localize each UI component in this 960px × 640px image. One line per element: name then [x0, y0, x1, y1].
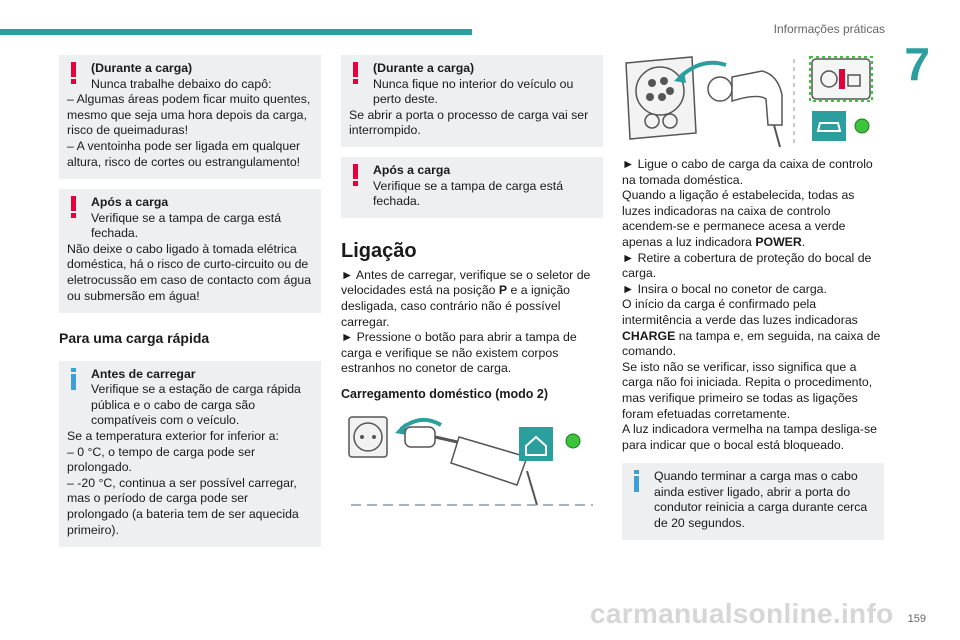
info-text: Quando terminar a carga mas o cabo ainda estiver ligado, abrir a porta do condutor reinicia a carga durante cerca de 20 segundos. [654, 469, 868, 531]
warning-icon [351, 164, 361, 186]
column-3 [622, 55, 884, 550]
plug-cable-icon [405, 427, 537, 505]
warning-text: Nunca trabalhe debaixo do capô: [91, 76, 272, 91]
info-icon [69, 368, 79, 390]
instruction-paragraph: ► Antes de carregar, verifique se o seletor de velocidades está na posição P e a ignição desligada, caso contrário não é possível carregar. [341, 267, 591, 329]
instruction-paragraph: ► Insira o bocal no conetor de carga. [622, 281, 827, 296]
warning-text: Se abrir a porta o processo de carga vai ser interrompido. [349, 107, 589, 138]
warning-heading: (Durante a carga) [91, 61, 193, 75]
warning-text: Verifique se a tampa de carga está fechada. [91, 210, 282, 241]
subsection-heading: Para uma carga rápida [59, 330, 210, 346]
warning-heading: Após a carga [91, 195, 169, 209]
instruction-paragraph: A luz indicadora vermelha na tampa desliga-se para indicar que o bocal está bloqueado. [622, 422, 877, 452]
house-icon [519, 427, 553, 461]
info-text: – -20 °C, continua a ser possível carregar, mas o período de carga pode ser prolongado (a bateria tem de ser aquecida primeiro). [67, 475, 299, 537]
warning-text: Nunca fique no interior do veículo ou perto deste. [373, 76, 574, 107]
mode-heading: Carregamento doméstico (modo 2) [341, 386, 548, 401]
info-icon [632, 470, 642, 492]
running-header: Informações práticas [773, 22, 885, 36]
green-led-icon [855, 119, 869, 133]
column-2 [341, 55, 603, 515]
info-text: Se a temperatura exterior for inferior a: [67, 428, 279, 443]
warning-text: Verifique se a tampa de carga está fechada. [373, 178, 564, 209]
warning-icon [351, 62, 361, 84]
warning-text: – A ventoinha pode ser ligada em qualquer altura, risco de cortes ou estrangulamento! [67, 138, 301, 169]
instruction-paragraph: Quando a ligação é estabelecida, todas as luzes indicadoras na caixa de controlo acendem-se e permanece acesa a verde apenas a luz indicadora POWER. [622, 188, 855, 249]
charge-flap-panel-icon [810, 57, 872, 101]
warning-box [341, 157, 603, 218]
chapter-number: 7 [904, 38, 930, 90]
warning-icon [69, 62, 79, 84]
watermark: carmanualsonline.info [590, 598, 894, 629]
instruction-paragraph: ► Retire a cobertura de proteção do bocal de carga. [622, 250, 872, 281]
warning-heading: Após a carga [373, 162, 451, 177]
header-accent-bar [0, 29, 472, 35]
instruction-paragraph: ► Pressione o botão para abrir a tampa de carga e verifique se não existem corpos estranhos no conetor de carga. [341, 330, 577, 376]
info-heading: Antes de carregar [91, 366, 196, 381]
instruction-paragraph: ► Ligue o cabo de carga da caixa de controlo na tomada doméstica. [622, 157, 873, 187]
green-led-icon [566, 434, 580, 448]
home-charging-illustration [341, 411, 603, 516]
column-1 [59, 55, 321, 557]
page-number: 159 [907, 613, 926, 625]
car-socket-icon [626, 57, 696, 139]
warning-heading: (Durante a carga) [373, 61, 475, 75]
instruction-paragraph: O início da carga é confirmado pela intermitência a verde das luzes indicadoras CHARGE na tampa e, em seguida, na caixa de comando. [622, 297, 881, 359]
info-text: Verifique se a estação de carga rápida pública e o cabo de carga são compatíveis com o veículo. [91, 382, 301, 428]
car-icon [812, 111, 846, 141]
wall-socket-icon [349, 417, 387, 457]
info-box [59, 361, 321, 547]
section-heading: Ligação [341, 239, 417, 262]
warning-text: Não deixe o cabo ligado à tomada elétrica doméstica, há o risco de curto-circuito ou de eletrocussão em caso de contacto com água ou submersão em água! [67, 241, 312, 303]
charging-nozzle-icon [708, 71, 782, 147]
warning-box [59, 189, 321, 313]
warning-box [59, 55, 321, 179]
warning-text: – Algumas áreas podem ficar muito quentes, mesmo que seja uma hora depois da carga, risco de queimaduras! [67, 92, 311, 138]
info-text: – 0 °C, o tempo de carga pode ser prolongado. [67, 444, 256, 475]
warning-box [341, 55, 603, 147]
connector-illustration [622, 55, 884, 151]
info-box [622, 463, 884, 539]
instruction-paragraph: Se isto não se verificar, isso significa que a carga não foi iniciada. Repita o procedimento, mas verifique primeiro se todas as ligações foram efetuadas corretamente. [622, 359, 873, 421]
warning-icon [69, 196, 79, 218]
